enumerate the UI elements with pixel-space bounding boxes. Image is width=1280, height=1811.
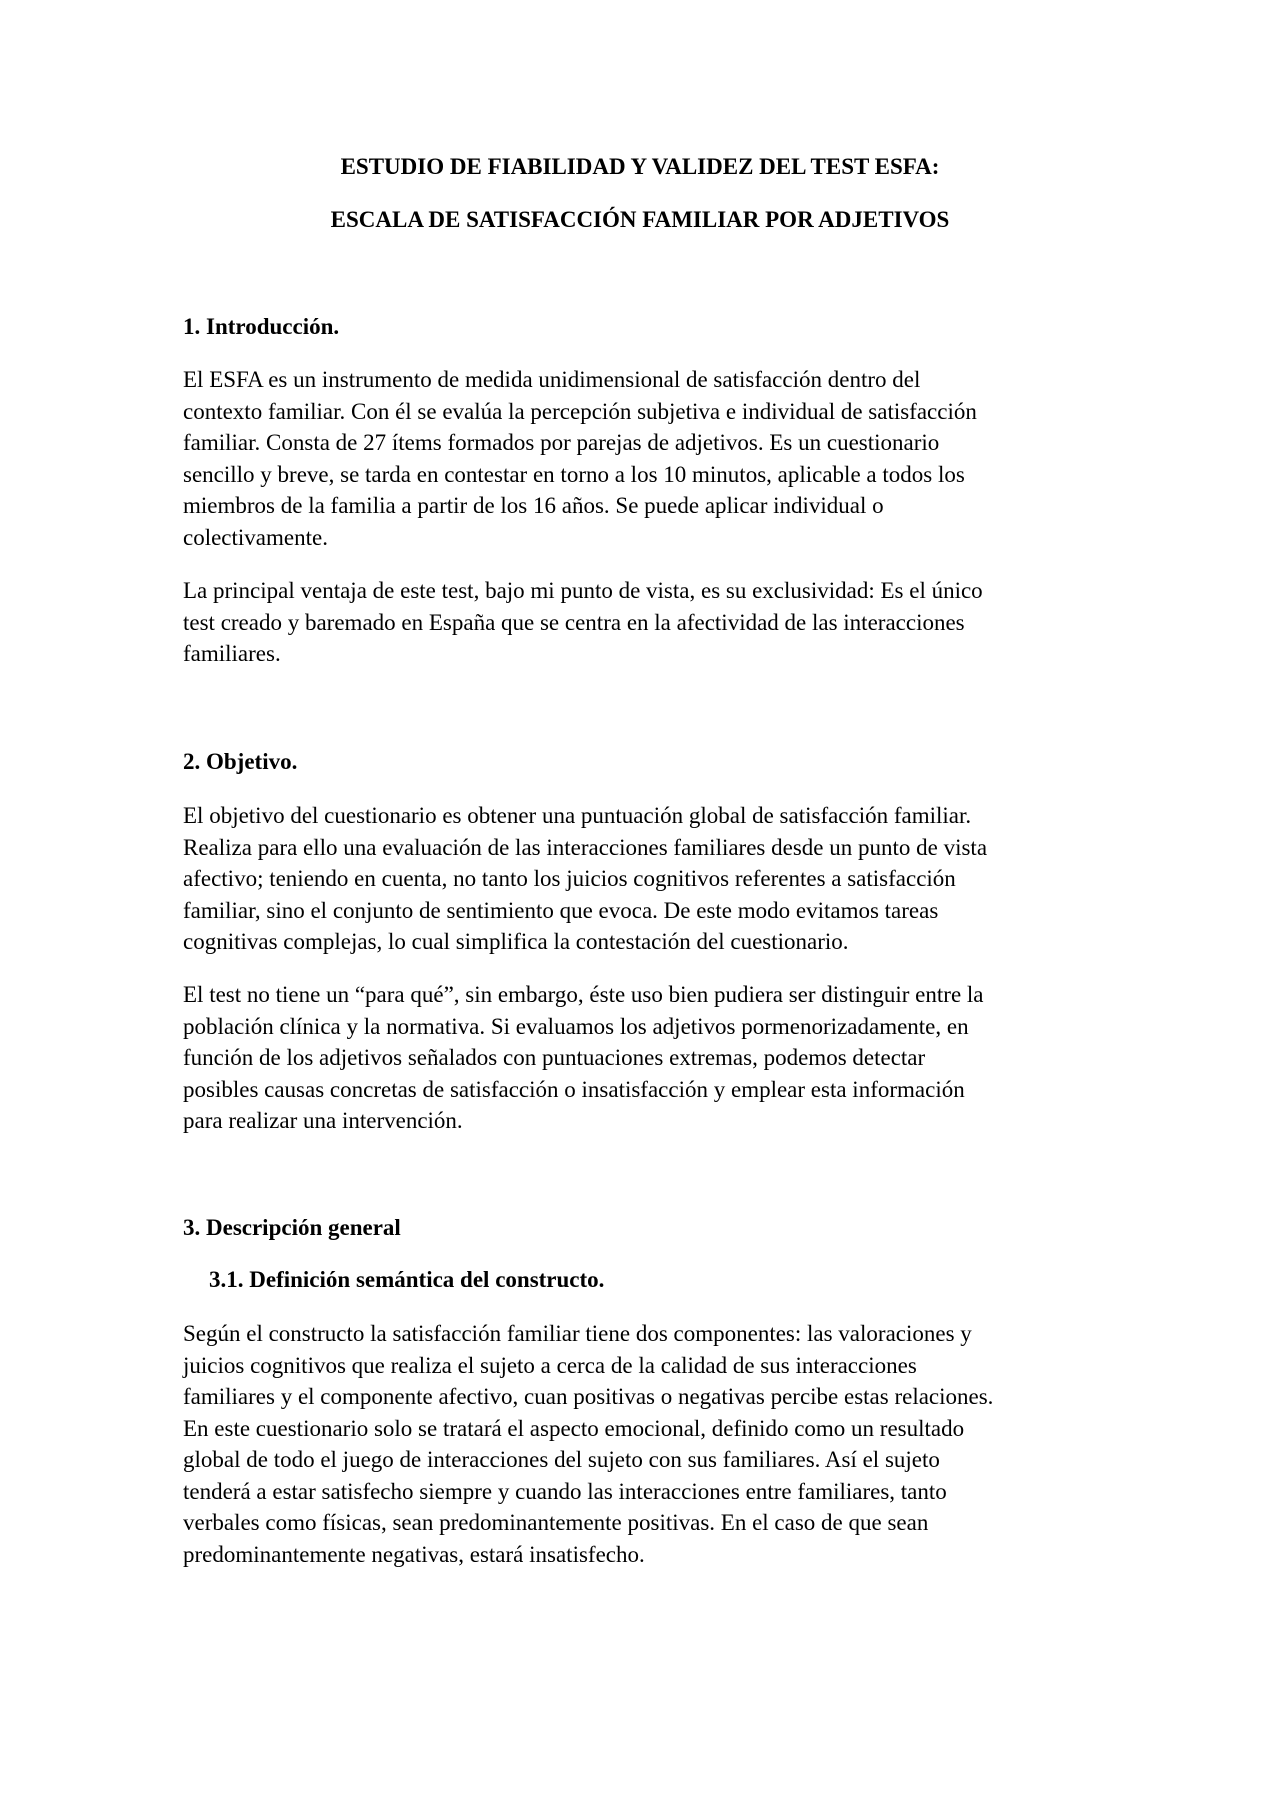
text-line: La principal ventaja de este test, bajo mi punto de vista, es su exclusividad: Es el único: [183, 578, 983, 603]
text-line: sencillo y breve, se tarda en contestar en torno a los 10 minutos, aplicable a todos los: [183, 461, 965, 487]
section-heading-objetivo: 2. Objetivo.: [183, 749, 298, 774]
text-line: función de los adjetivos señalados con puntuaciones extremas, podemos detectar: [183, 1045, 926, 1070]
text-line: Realiza para ello una evaluación de las interacciones familiares desde un punto de vista: [183, 834, 988, 860]
text-line: cognitivas complejas, lo cual simplifica la contestación del cuestionario.: [183, 929, 849, 954]
text-line: Según el constructo la satisfacción familiar tiene dos componentes: las valoraciones y: [183, 1321, 972, 1346]
paragraph-introduccion-2: [183, 575, 1113, 670]
text-line: familiar, sino el conjunto de sentimiento que evoca. De este modo evitamos tareas: [183, 897, 939, 923]
text-line: verbales como físicas, sean predominantemente positivas. En el caso de que sean: [183, 1510, 929, 1535]
text-line: posibles causas concretas de satisfacción o insatisfacción y emplear esta información: [183, 1076, 965, 1102]
paragraph-descripcion-1: [183, 1318, 1113, 1570]
text-line: predominantemente negativas, estará insatisfecho.: [183, 1541, 645, 1567]
text-line: colectivamente.: [183, 524, 328, 550]
text-line: juicios cognitivos que realiza el sujeto a cerca de la calidad de sus interacciones: [183, 1352, 917, 1378]
text-line: miembros de la familia a partir de los 16 años. Se puede aplicar individual o: [183, 493, 884, 518]
subsection-heading-definicion: 3.1. Definición semántica del constructo.: [209, 1267, 605, 1292]
text-line: afectivo; teniendo en cuenta, no tanto los juicios cognitivos referentes a satisfacción: [183, 866, 956, 891]
text-line: familiares.: [183, 641, 281, 666]
text-line: población clínica y la normativa. Si evaluamos los adjetivos pormenorizadamente, en: [183, 1013, 969, 1039]
text-line: familiares y el componente afectivo, cuan positivas o negativas percibe estas relaciones.: [183, 1384, 994, 1409]
document-title-line-1: ESTUDIO DE FIABILIDAD Y VALIDEZ DEL TEST ESFA:: [340, 154, 940, 179]
text-line: familiar. Consta de 27 ítems formados por parejas de adjetivos. Es un cuestionario: [183, 430, 940, 455]
text-line: El objetivo del cuestionario es obtener una puntuación global de satisfacción familiar.: [183, 803, 972, 828]
section-heading-introduccion: 1. Introducción.: [183, 314, 340, 339]
paragraph-introduccion-1: [183, 364, 1113, 553]
text-line: test creado y baremado en España que se centra en la afectividad de las interacciones: [183, 609, 965, 635]
text-line: contexto familiar. Con él se evalúa la percepción subjetiva e individual de satisfacción: [183, 398, 977, 424]
text-line: En este cuestionario solo se tratará el aspecto emocional, definido como un resultado: [183, 1415, 965, 1441]
paragraph-objetivo-2: [183, 979, 1113, 1137]
section-heading-descripcion: 3. Descripción general: [183, 1215, 401, 1240]
text-line: para realizar una intervención.: [183, 1108, 463, 1133]
text-line: El test no tiene un “para qué”, sin embargo, éste uso bien pudiera ser distinguir entre la: [183, 982, 984, 1007]
document-title-line-2: ESCALA DE SATISFACCIÓN FAMILIAR POR ADJETIVOS: [330, 207, 950, 232]
text-line: El ESFA es un instrumento de medida unidimensional de satisfacción dentro del: [183, 367, 921, 392]
text-line: global de todo el juego de interacciones del sujeto con sus familiares. Así el sujeto: [183, 1447, 940, 1472]
text-line: tenderá a estar satisfecho siempre y cuando las interacciones entre familiares, tanto: [183, 1478, 947, 1504]
paragraph-objetivo-1: [183, 800, 1113, 958]
